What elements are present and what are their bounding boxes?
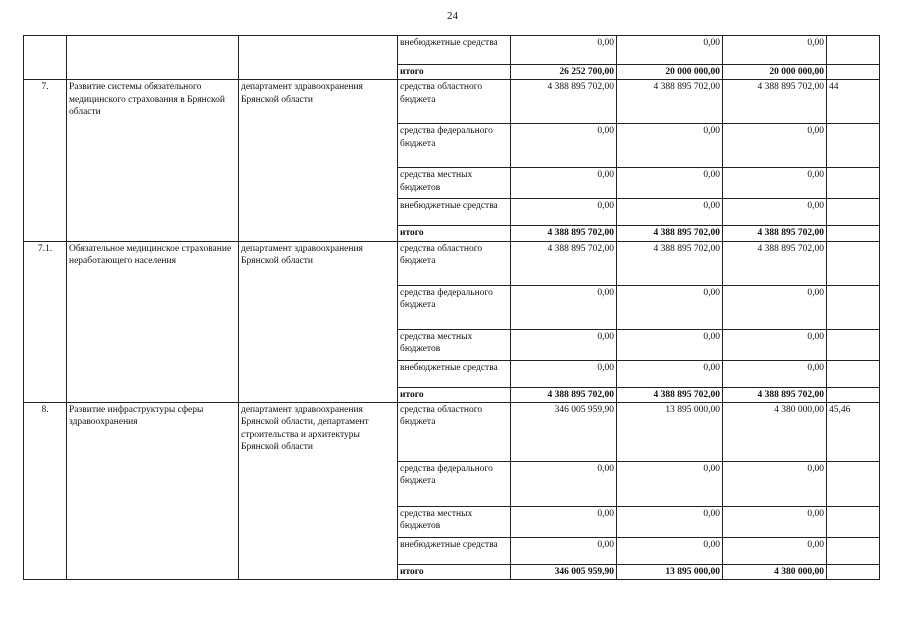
section-number (24, 36, 67, 80)
amount-col-2: 0,00 (617, 507, 723, 538)
amount-col-3: 20 000 000,00 (723, 65, 827, 80)
amount-col-2: 13 895 000,00 (617, 403, 723, 462)
funding-source: средства федерального бюджета (398, 462, 511, 507)
amount-col-3: 0,00 (723, 507, 827, 538)
amount-col-1: 4 388 895 702,00 (511, 241, 617, 285)
table-row (24, 403, 880, 462)
section-title (67, 36, 239, 80)
funding-source: итого (398, 226, 511, 241)
funding-source: внебюджетные средства (398, 199, 511, 226)
funding-source: средства областного бюджета (398, 403, 511, 462)
amount-col-3: 0,00 (723, 462, 827, 507)
amount-col-3: 0,00 (723, 538, 827, 565)
amount-col-1: 0,00 (511, 462, 617, 507)
amount-col-2: 20 000 000,00 (617, 65, 723, 80)
section-executor: департамент здравоохранения Брянской области, департамент строительства и архитектуры Брянской области (239, 403, 398, 580)
table-row (24, 241, 880, 285)
amount-col-3: 4 388 895 702,00 (723, 226, 827, 241)
target-indicator (827, 538, 880, 565)
target-indicator (827, 65, 880, 80)
section-executor (239, 36, 398, 80)
table-row (24, 80, 880, 124)
funding-source: итого (398, 65, 511, 80)
funding-source: итого (398, 387, 511, 402)
funding-source: внебюджетные средства (398, 538, 511, 565)
target-indicator (827, 360, 880, 387)
amount-col-1: 0,00 (511, 199, 617, 226)
amount-col-1: 0,00 (511, 285, 617, 329)
amount-col-1: 0,00 (511, 36, 617, 65)
section-title: Развитие системы обязательного медицинского страхования в Брянской области (67, 80, 239, 241)
funding-source: средства федерального бюджета (398, 285, 511, 329)
amount-col-2: 4 388 895 702,00 (617, 80, 723, 124)
target-indicator (827, 507, 880, 538)
funding-source: средства федерального бюджета (398, 124, 511, 168)
amount-col-2: 0,00 (617, 199, 723, 226)
funding-source: средства местных бюджетов (398, 168, 511, 199)
amount-col-3: 0,00 (723, 285, 827, 329)
amount-col-3: 0,00 (723, 36, 827, 65)
amount-col-2: 0,00 (617, 462, 723, 507)
target-indicator (827, 36, 880, 65)
funding-source: средства областного бюджета (398, 241, 511, 285)
target-indicator (827, 565, 880, 580)
amount-col-2: 4 388 895 702,00 (617, 387, 723, 402)
amount-col-2: 0,00 (617, 36, 723, 65)
table-row (24, 36, 880, 65)
table-body (24, 36, 880, 580)
target-indicator (827, 387, 880, 402)
amount-col-3: 0,00 (723, 329, 827, 360)
target-indicator (827, 462, 880, 507)
amount-col-2: 4 388 895 702,00 (617, 226, 723, 241)
amount-col-3: 4 388 895 702,00 (723, 241, 827, 285)
amount-col-2: 0,00 (617, 360, 723, 387)
amount-col-1: 0,00 (511, 538, 617, 565)
target-indicator (827, 168, 880, 199)
amount-col-2: 0,00 (617, 329, 723, 360)
amount-col-1: 0,00 (511, 360, 617, 387)
amount-col-3: 4 388 895 702,00 (723, 80, 827, 124)
amount-col-2: 0,00 (617, 285, 723, 329)
amount-col-3: 4 380 000,00 (723, 403, 827, 462)
amount-col-3: 0,00 (723, 168, 827, 199)
amount-col-1: 346 005 959,90 (511, 565, 617, 580)
amount-col-3: 0,00 (723, 360, 827, 387)
amount-col-2: 13 895 000,00 (617, 565, 723, 580)
funding-source: итого (398, 565, 511, 580)
section-title: Обязательное медицинское страхование неработающего населения (67, 241, 239, 402)
amount-col-1: 346 005 959,90 (511, 403, 617, 462)
amount-col-2: 4 388 895 702,00 (617, 241, 723, 285)
target-indicator (827, 124, 880, 168)
page-number: 24 (447, 10, 458, 22)
funding-source: внебюджетные средства (398, 36, 511, 65)
amount-col-3: 0,00 (723, 199, 827, 226)
amount-col-2: 0,00 (617, 538, 723, 565)
section-number: 8. (24, 403, 67, 580)
target-indicator (827, 241, 880, 285)
target-indicator (827, 285, 880, 329)
target-indicator (827, 226, 880, 241)
target-indicator: 45,46 (827, 403, 880, 462)
amount-col-3: 0,00 (723, 124, 827, 168)
section-number: 7. (24, 80, 67, 241)
budget-table (23, 35, 880, 580)
funding-source: средства областного бюджета (398, 80, 511, 124)
amount-col-3: 4 380 000,00 (723, 565, 827, 580)
section-title: Развитие инфраструктуры сферы здравоохранения (67, 403, 239, 580)
amount-col-3: 4 388 895 702,00 (723, 387, 827, 402)
amount-col-2: 0,00 (617, 124, 723, 168)
amount-col-1: 0,00 (511, 124, 617, 168)
target-indicator: 44 (827, 80, 880, 124)
funding-source: средства местных бюджетов (398, 507, 511, 538)
target-indicator (827, 329, 880, 360)
section-executor: департамент здравоохранения Брянской области (239, 80, 398, 241)
amount-col-1: 26 252 700,00 (511, 65, 617, 80)
amount-col-1: 0,00 (511, 329, 617, 360)
amount-col-1: 0,00 (511, 168, 617, 199)
amount-col-1: 4 388 895 702,00 (511, 226, 617, 241)
funding-source: средства местных бюджетов (398, 329, 511, 360)
funding-source: внебюджетные средства (398, 360, 511, 387)
amount-col-1: 0,00 (511, 507, 617, 538)
section-number: 7.1. (24, 241, 67, 402)
amount-col-1: 4 388 895 702,00 (511, 80, 617, 124)
target-indicator (827, 199, 880, 226)
section-executor: департамент здравоохранения Брянской области (239, 241, 398, 402)
amount-col-1: 4 388 895 702,00 (511, 387, 617, 402)
amount-col-2: 0,00 (617, 168, 723, 199)
